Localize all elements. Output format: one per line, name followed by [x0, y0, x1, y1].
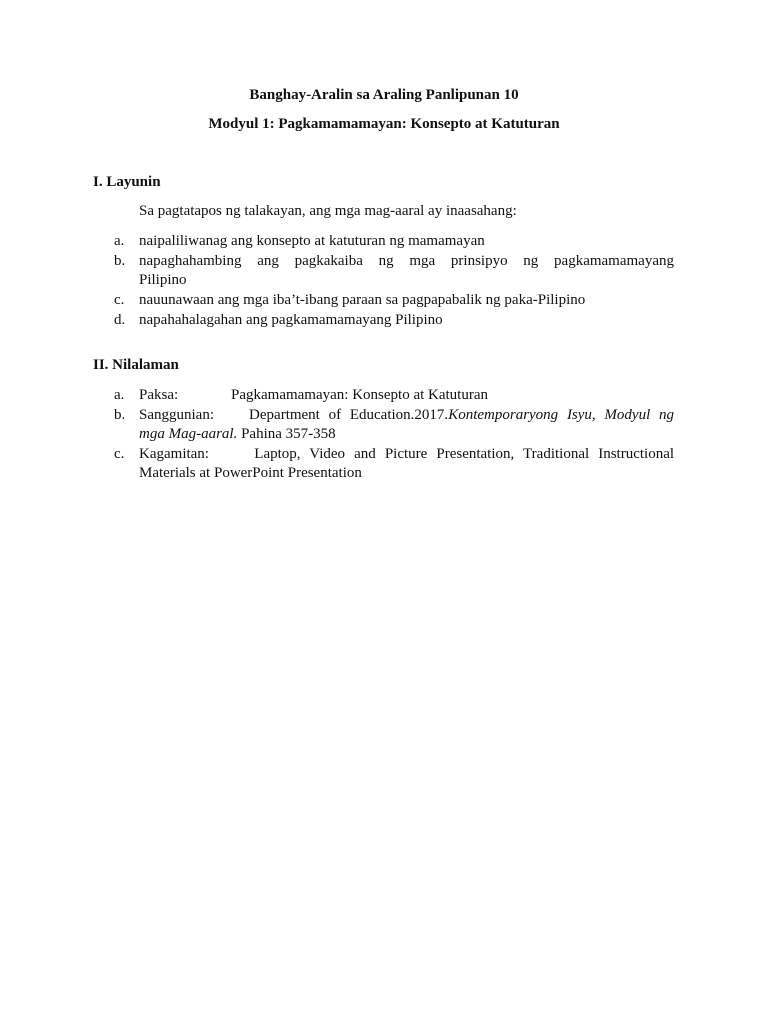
list-item-content	[139, 386, 674, 405]
field-value: Pagkamamamayan: Konsepto at Katuturan	[231, 387, 489, 403]
document-subtitle: Modyul 1: Pagkamamamayan: Konsepto at Katuturan	[208, 116, 560, 132]
list-item-line: Pilipino	[139, 272, 187, 288]
list-marker: a.	[114, 387, 125, 403]
list-item-text: nauunawaan ang mga iba’t-ibang paraan sa pagpapabalik ng paka-Pilipino	[139, 292, 586, 308]
field-label: Sanggunian:	[139, 407, 214, 423]
field-label: Kagamitan:	[139, 446, 209, 462]
list-marker: b.	[114, 407, 126, 423]
field-label: Paksa:	[139, 387, 179, 403]
nilalaman-list	[114, 386, 674, 484]
list-item	[114, 445, 674, 483]
layunin-intro: Sa pagtatapos ng talakayan, ang mga mag-aaral ay inaasahang:	[139, 203, 517, 219]
field-line: Materials at PowerPoint Presentation	[139, 465, 362, 481]
field-line	[139, 406, 674, 425]
list-marker: d.	[114, 312, 126, 328]
list-item	[114, 386, 674, 405]
list-item	[114, 252, 674, 290]
list-marker: b.	[114, 253, 126, 269]
field-value: Laptop, Video and Picture Presentation, Traditional Instructional	[254, 446, 675, 462]
field-value-suffix: Pahina 357-358	[237, 426, 336, 442]
section-heading-layunin: I. Layunin	[93, 174, 161, 190]
field-line	[139, 445, 674, 464]
list-item-text	[139, 252, 674, 290]
field-line	[139, 425, 674, 444]
list-item-text: naipaliliwanag ang konsepto at katuturan ng mamamayan	[139, 233, 485, 249]
list-item	[114, 232, 674, 251]
field-value-prefix: Department of Education.2017.	[249, 407, 449, 423]
list-item	[114, 291, 674, 310]
field-value-italic: Kontemporaryong Isyu, Modyul ng	[448, 407, 675, 423]
section-heading-nilalaman: II. Nilalaman	[93, 357, 179, 373]
field-value-italic: mga Mag-aaral.	[139, 426, 238, 442]
list-marker: a.	[114, 233, 125, 249]
list-item-content	[139, 406, 674, 444]
list-item-content	[139, 445, 674, 483]
list-item	[114, 406, 674, 444]
list-marker: c.	[114, 446, 125, 462]
document-title: Banghay-Aralin sa Araling Panlipunan 10	[249, 87, 519, 103]
list-item-line: napaghahambing ang pagkakaiba ng mga prinsipyo ng pagkamamamayang	[139, 253, 674, 269]
layunin-list	[114, 232, 674, 331]
list-item	[114, 311, 674, 330]
list-marker: c.	[114, 292, 125, 308]
list-item-text: napahahalagahan ang pagkamamamayang Pilipino	[139, 312, 443, 328]
